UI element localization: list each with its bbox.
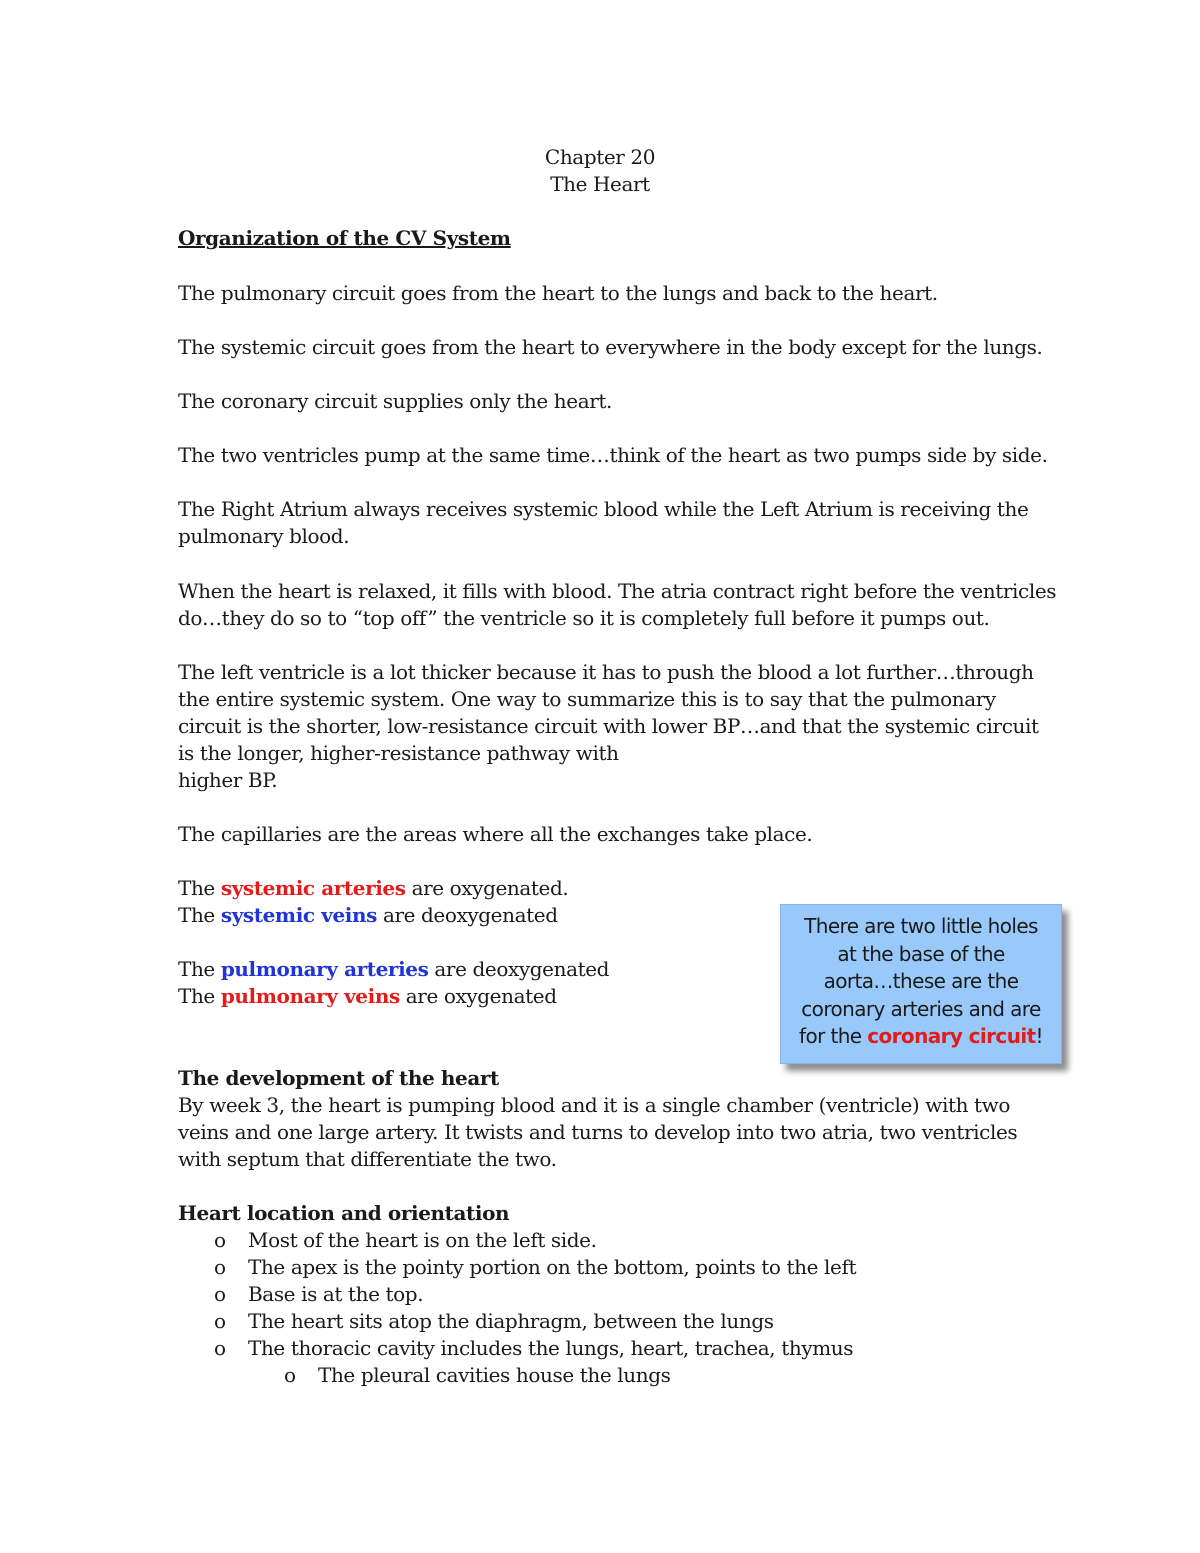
paragraph-two-ventricles: The two ventricles pump at the same time…think of the heart as two pumps side by side. [178,443,1048,467]
vessel-line-systemic-veins [178,902,558,929]
callout-line-1: There are two little holes [804,914,1038,938]
list-subitem-text: The pleural cavities house the lungs [318,1363,671,1387]
vessel-line-systemic-arteries [178,875,568,902]
development-line-3: with septum that differentiate the two. [178,1147,557,1171]
list-item-text: Most of the heart is on the left side. [248,1228,597,1252]
bullet-marker: o [214,1255,226,1279]
paragraph-atria-line-1: The Right Atrium always receives systemic blood while the Left Atrium is receiving the [178,497,1029,521]
vessel-suffix: are oxygenated [399,984,557,1008]
callout-line-4: coronary arteries and are [801,996,1041,1021]
vessel-term-systemic-veins: systemic veins [220,903,377,927]
paragraph-relaxed-line-1: When the heart is relaxed, it fills with blood. The atria contract right before the ventricles [178,579,1057,603]
vessel-suffix: are deoxygenated [428,957,610,981]
vessel-term-pulmonary-arteries: pulmonary arteries [220,957,429,981]
paragraph-left-ventricle-line-2: the entire systemic system. One way to summarize this is to say that the pulmonary [178,687,996,711]
development-line-1: By week 3, the heart is pumping blood and it is a single chamber (ventricle) with two [178,1093,1011,1117]
development-line-2: veins and one large artery. It twists and turns to develop into two atria, two ventricles [178,1120,1018,1144]
vessel-line-pulmonary-arteries [178,956,609,983]
bullet-marker: o [214,1282,226,1306]
callout-prefix: for the [799,1024,868,1048]
paragraph-left-ventricle-line-4: is the longer, higher-resistance pathway with [178,741,619,765]
bullet-marker: o [284,1363,296,1387]
vessel-term-pulmonary-veins: pulmonary veins [220,984,400,1008]
vessel-prefix: The [178,984,221,1008]
paragraph-left-ventricle-line-5: higher BP. [178,768,278,792]
coronary-callout-box [780,904,1062,1064]
paragraph-atria-line-2: pulmonary blood. [178,524,350,548]
paragraph-left-ventricle-line-1: The left ventricle is a lot thicker because it has to push the blood a lot further…through [178,660,1034,684]
vessel-prefix: The [178,876,221,900]
chapter-title: The Heart [550,172,650,196]
paragraph-relaxed-line-2: do…they do so to “top off” the ventricle so it is completely full before it pumps out. [178,606,990,630]
callout-line-2: at the base of the [837,941,1005,966]
callout-line-3: aorta…these are the [823,969,1019,993]
chapter-number: Chapter 20 [544,145,656,169]
list-item-text: The thoracic cavity includes the lungs, heart, trachea, thymus [248,1336,854,1360]
bullet-marker: o [214,1228,226,1252]
list-item-text: The heart sits atop the diaphragm, between the lungs [248,1309,774,1333]
callout-term-coronary-circuit: coronary circuit [867,1024,1036,1048]
vessel-prefix: The [178,957,221,981]
vessel-suffix: are deoxygenated [376,903,558,927]
paragraph-systemic-circuit: The systemic circuit goes from the heart to everywhere in the body except for the lungs. [178,335,1043,359]
list-item-text: The apex is the pointy portion on the bottom, points to the left [248,1255,857,1279]
vessel-suffix: are oxygenated. [405,876,569,900]
vessel-line-pulmonary-veins [178,983,557,1010]
bullet-marker: o [214,1309,226,1333]
callout-line-5 [781,1023,1061,1051]
paragraph-pulmonary-circuit: The pulmonary circuit goes from the heart to the lungs and back to the heart. [178,281,938,305]
vessel-prefix: The [178,903,221,927]
section-heading-development: The development of the heart [178,1066,499,1090]
paragraph-coronary-circuit: The coronary circuit supplies only the heart. [178,389,612,413]
callout-suffix: ! [1035,1024,1043,1048]
list-item-text: Base is at the top. [248,1282,424,1306]
vessel-term-systemic-arteries: systemic arteries [220,876,406,900]
paragraph-capillaries: The capillaries are the areas where all the exchanges take place. [178,822,813,846]
bullet-marker: o [214,1336,226,1360]
section-heading-organization: Organization of the CV System [178,226,511,250]
section-heading-location: Heart location and orientation [178,1201,510,1225]
paragraph-left-ventricle-line-3: circuit is the shorter, low-resistance circuit with lower BP…and that the systemic circuit [178,714,1039,738]
